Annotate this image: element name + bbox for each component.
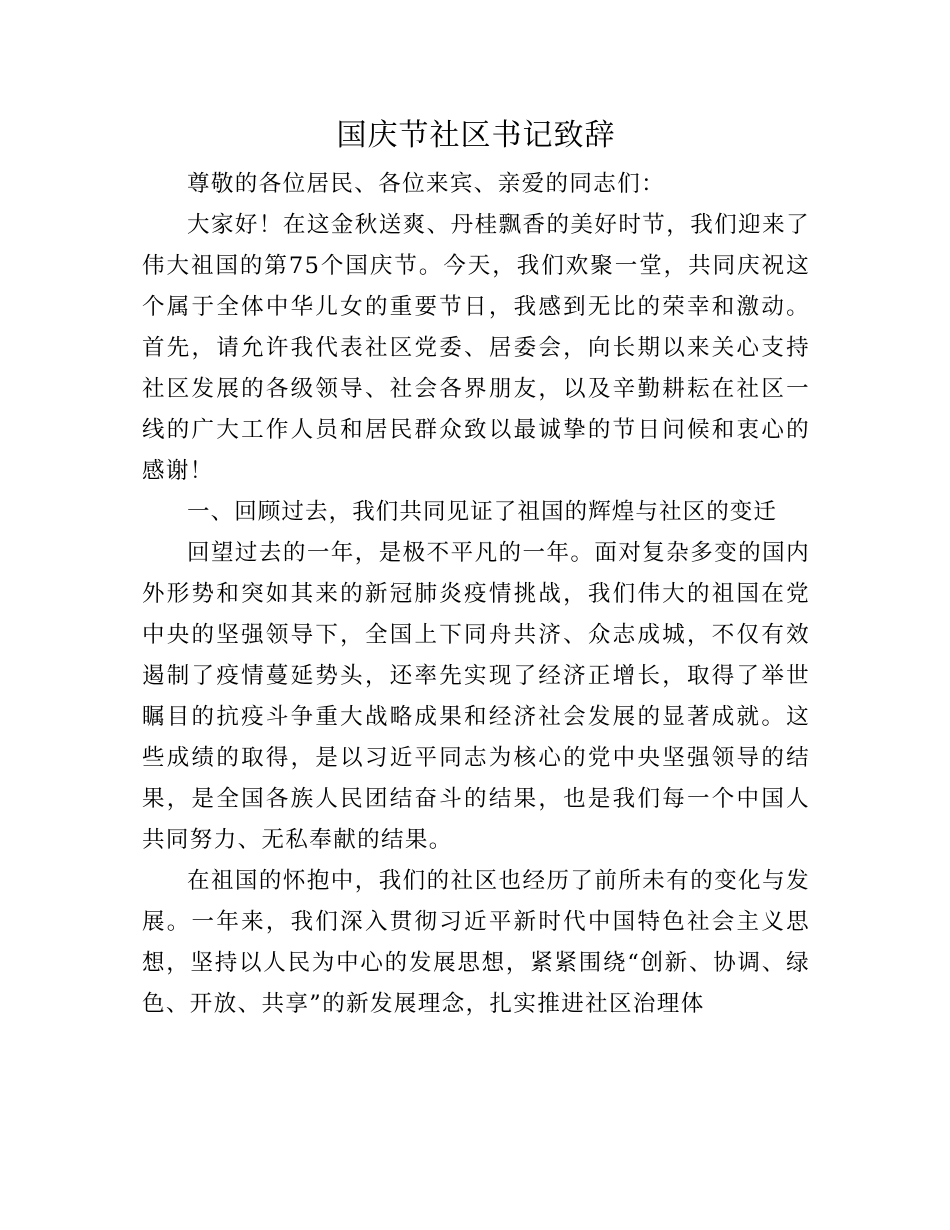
document-title: 国庆节社区书记致辞 [336,118,616,153]
greeting-paragraph: 大家好！在这金秋送爽、丹桂飘香的美好时节，我们迎来了伟大祖国的第75个国庆节。今天，我们欢聚一堂，共同庆祝这个属于全体中华儿女的重要节日，我感到无比的荣幸和激动。首先，请允许我代表社区党委、居委会，向长期以来关心支持社区发展的各级领导、社会各界朋友，以及辛勤耕耘在社区一线的广大工作人员和居民群众致以最诚挚的节日问候和衷心的感谢！ [142,212,810,484]
document-page [142,112,810,1025]
salutation-paragraph: 尊敬的各位居民、各位来宾、亲爱的同志们： [187,171,666,197]
community-paragraph: 在祖国的怀抱中，我们的社区也经历了前所未有的变化与发展。一年来，我们深入贯彻习近平新时代中国特色社会主义思想，坚持以人民为中心的发展思想，紧紧围绕“创新、协调、绿色、开放、共享”的新发展理念，扎实推进社区治理体 [142,868,810,1017]
section-heading-one: 一、回顾过去，我们共同见证了祖国的辉煌与社区的变迁 [187,499,778,525]
review-paragraph: 回望过去的一年，是极不平凡的一年。面对复杂多变的国内外形势和突如其来的新冠肺炎疫情挑战，我们伟大的祖国在党中央的坚强领导下，全国上下同舟共济、众志成城，不仅有效遏制了疫情蔓延势头，还率先实现了经济正增长，取得了举世瞩目的抗疫斗争重大战略成果和经济社会发展的显著成就。这些成绩的取得，是以习近平同志为核心的党中央坚强领导的结果，是全国各族人民团结奋斗的结果，也是我们每一个中国人共同努力、无私奉献的结果。 [142,540,810,853]
